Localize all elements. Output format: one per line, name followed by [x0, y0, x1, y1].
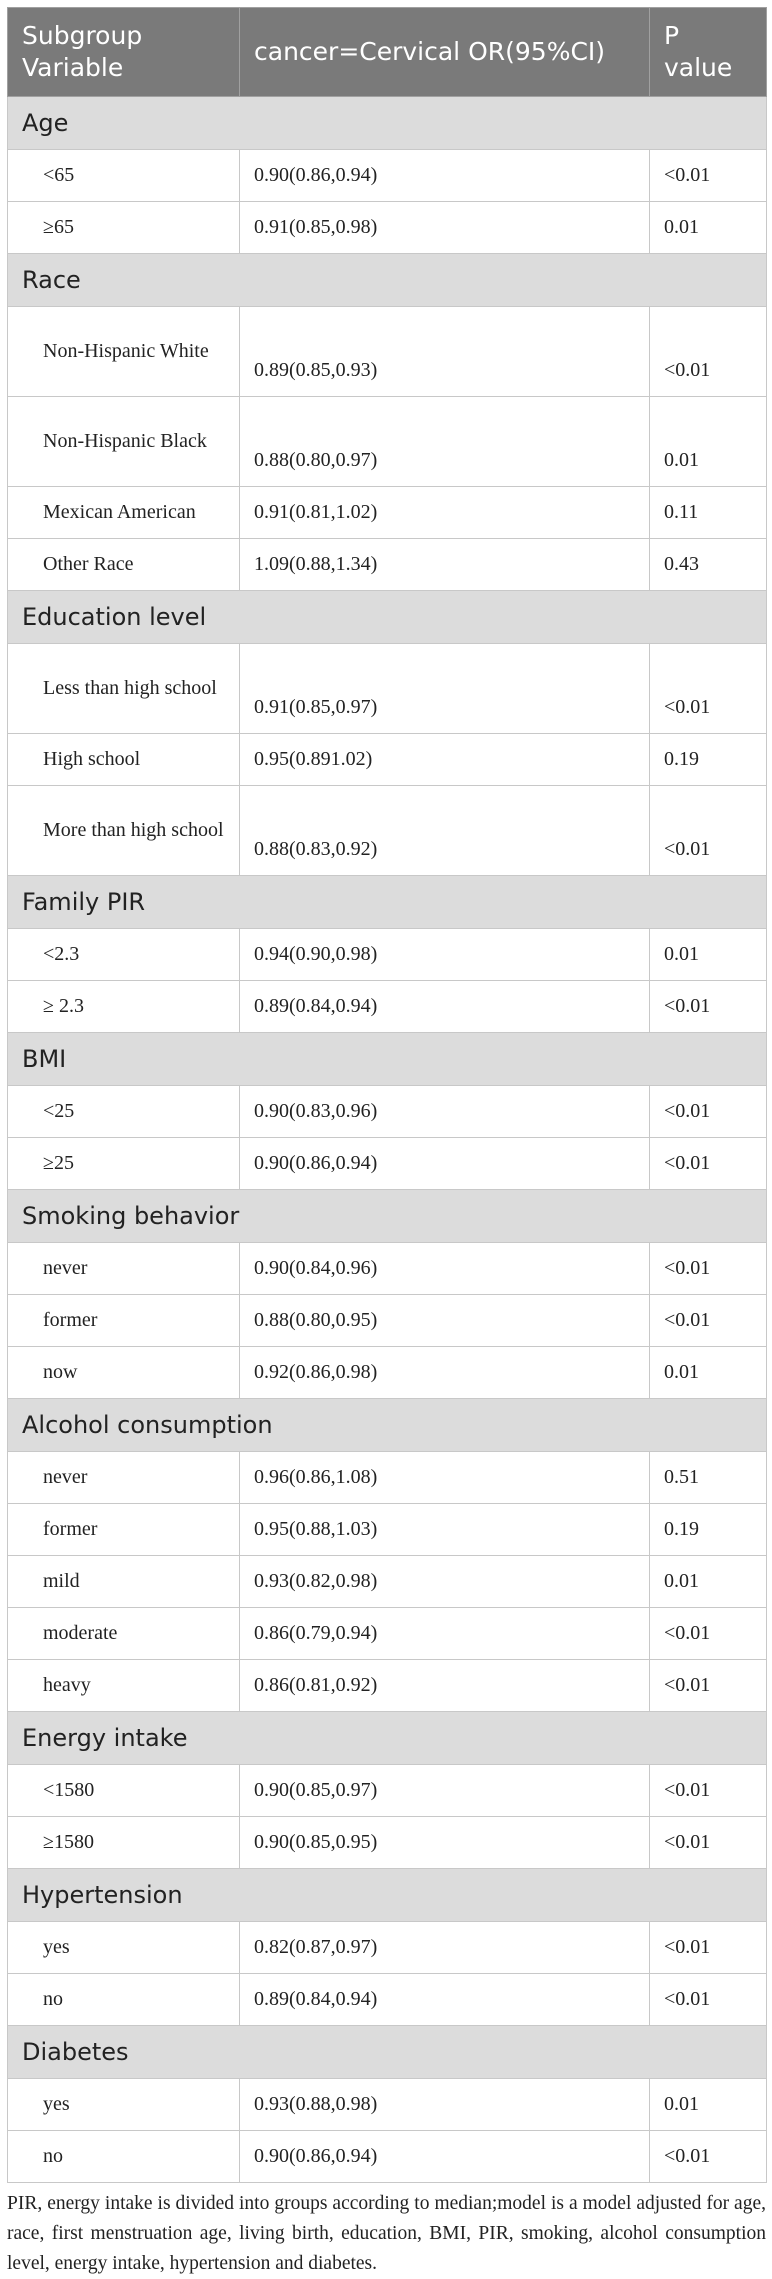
table-row [8, 2131, 767, 2183]
header-p-value: P value [650, 8, 767, 97]
row-label: never [8, 1452, 240, 1504]
p-value-cell: <0.01 [650, 644, 767, 734]
group-label: Age [8, 97, 767, 150]
row-label: <1580 [8, 1765, 240, 1817]
p-value-cell: <0.01 [650, 1817, 767, 1869]
table-row [8, 1817, 767, 1869]
table-row [8, 1608, 767, 1660]
p-value-cell: <0.01 [650, 1243, 767, 1295]
p-value-cell: <0.01 [650, 1138, 767, 1190]
table-row [8, 150, 767, 202]
p-value-cell: 0.43 [650, 539, 767, 591]
row-label: former [8, 1295, 240, 1347]
group-label: Hypertension [8, 1869, 767, 1922]
p-value-cell: 0.01 [650, 202, 767, 254]
p-value-cell: <0.01 [650, 1086, 767, 1138]
table-row [8, 1504, 767, 1556]
table-row [8, 1452, 767, 1504]
header-subgroup-line1: Subgroup [22, 21, 143, 50]
subgroup-table-wrap [7, 7, 766, 2279]
table-row [8, 1086, 767, 1138]
table-row [8, 1243, 767, 1295]
odds-ratio-cell: 0.88(0.83,0.92) [240, 786, 650, 876]
table-row [8, 1138, 767, 1190]
header-subgroup-line2: Variable [22, 53, 124, 82]
p-value-cell: <0.01 [650, 1765, 767, 1817]
odds-ratio-cell: 0.92(0.86,0.98) [240, 1347, 650, 1399]
table-row [8, 1660, 767, 1712]
table-row [8, 202, 767, 254]
row-label: yes [8, 2079, 240, 2131]
group-row [8, 1399, 767, 1452]
group-row [8, 1712, 767, 1765]
table-row [8, 734, 767, 786]
odds-ratio-cell: 0.82(0.87,0.97) [240, 1922, 650, 1974]
p-value-cell: <0.01 [650, 150, 767, 202]
p-value-cell: <0.01 [650, 1922, 767, 1974]
p-value-cell: 0.01 [650, 2079, 767, 2131]
odds-ratio-cell: 0.86(0.79,0.94) [240, 1608, 650, 1660]
row-label: mild [8, 1556, 240, 1608]
p-value-cell: 0.01 [650, 397, 767, 487]
odds-ratio-cell: 0.95(0.891.02) [240, 734, 650, 786]
row-label: ≥25 [8, 1138, 240, 1190]
table-row [8, 981, 767, 1033]
odds-ratio-cell: 0.93(0.88,0.98) [240, 2079, 650, 2131]
odds-ratio-cell: 0.90(0.84,0.96) [240, 1243, 650, 1295]
p-value-cell: <0.01 [650, 2131, 767, 2183]
p-value-cell: <0.01 [650, 1974, 767, 2026]
group-label: BMI [8, 1033, 767, 1086]
table-row [8, 307, 767, 397]
p-value-cell: 0.51 [650, 1452, 767, 1504]
p-value-cell: 0.01 [650, 929, 767, 981]
odds-ratio-cell: 1.09(0.88,1.34) [240, 539, 650, 591]
table-body [8, 8, 767, 2183]
p-value-cell: <0.01 [650, 981, 767, 1033]
group-label: Race [8, 254, 767, 307]
odds-ratio-cell: 0.90(0.85,0.97) [240, 1765, 650, 1817]
subgroup-analysis-table [7, 7, 767, 2183]
table-row [8, 644, 767, 734]
odds-ratio-cell: 0.90(0.83,0.96) [240, 1086, 650, 1138]
group-label: Smoking behavior [8, 1190, 767, 1243]
row-label: More than high school [8, 786, 240, 876]
table-row [8, 1974, 767, 2026]
row-label: ≥ 2.3 [8, 981, 240, 1033]
group-row [8, 1033, 767, 1086]
p-value-cell: <0.01 [650, 1608, 767, 1660]
odds-ratio-cell: 0.90(0.85,0.95) [240, 1817, 650, 1869]
row-label: never [8, 1243, 240, 1295]
p-value-cell: 0.19 [650, 734, 767, 786]
table-row [8, 487, 767, 539]
odds-ratio-cell: 0.89(0.84,0.94) [240, 1974, 650, 2026]
group-row [8, 254, 767, 307]
odds-ratio-cell: 0.90(0.86,0.94) [240, 1138, 650, 1190]
p-value-cell: <0.01 [650, 786, 767, 876]
p-value-cell: <0.01 [650, 1295, 767, 1347]
p-value-cell: <0.01 [650, 307, 767, 397]
row-label: Mexican American [8, 487, 240, 539]
group-row [8, 591, 767, 644]
table-row [8, 2079, 767, 2131]
odds-ratio-cell: 0.88(0.80,0.97) [240, 397, 650, 487]
p-value-cell: <0.01 [650, 1660, 767, 1712]
row-label: ≥1580 [8, 1817, 240, 1869]
row-label: heavy [8, 1660, 240, 1712]
table-row [8, 1556, 767, 1608]
row-label: now [8, 1347, 240, 1399]
row-label: yes [8, 1922, 240, 1974]
table-row [8, 786, 767, 876]
row-label: Less than high school [8, 644, 240, 734]
odds-ratio-cell: 0.88(0.80,0.95) [240, 1295, 650, 1347]
table-row [8, 539, 767, 591]
odds-ratio-cell: 0.91(0.85,0.98) [240, 202, 650, 254]
odds-ratio-cell: 0.95(0.88,1.03) [240, 1504, 650, 1556]
header-subgroup-variable [8, 8, 240, 97]
table-header-row [8, 8, 767, 97]
group-row [8, 876, 767, 929]
table-row [8, 1765, 767, 1817]
group-row [8, 97, 767, 150]
row-label: Non-Hispanic Black [8, 397, 240, 487]
odds-ratio-cell: 0.91(0.85,0.97) [240, 644, 650, 734]
row-label: no [8, 2131, 240, 2183]
row-label: moderate [8, 1608, 240, 1660]
group-label: Alcohol consumption [8, 1399, 767, 1452]
group-row [8, 2026, 767, 2079]
odds-ratio-cell: 0.89(0.84,0.94) [240, 981, 650, 1033]
table-row [8, 397, 767, 487]
odds-ratio-cell: 0.90(0.86,0.94) [240, 150, 650, 202]
header-odds-ratio: cancer=Cervical OR(95%CI) [240, 8, 650, 97]
row-label: High school [8, 734, 240, 786]
p-value-cell: 0.01 [650, 1556, 767, 1608]
row-label: Other Race [8, 539, 240, 591]
odds-ratio-cell: 0.94(0.90,0.98) [240, 929, 650, 981]
table-row [8, 1922, 767, 1974]
table-row [8, 1295, 767, 1347]
odds-ratio-cell: 0.91(0.81,1.02) [240, 487, 650, 539]
odds-ratio-cell: 0.93(0.82,0.98) [240, 1556, 650, 1608]
table-row [8, 1347, 767, 1399]
odds-ratio-cell: 0.90(0.86,0.94) [240, 2131, 650, 2183]
odds-ratio-cell: 0.89(0.85,0.93) [240, 307, 650, 397]
group-row [8, 1869, 767, 1922]
p-value-cell: 0.11 [650, 487, 767, 539]
odds-ratio-cell: 0.86(0.81,0.92) [240, 1660, 650, 1712]
group-label: Education level [8, 591, 767, 644]
group-label: Diabetes [8, 2026, 767, 2079]
odds-ratio-cell: 0.96(0.86,1.08) [240, 1452, 650, 1504]
group-row [8, 1190, 767, 1243]
table-row [8, 929, 767, 981]
row-label: former [8, 1504, 240, 1556]
p-value-cell: 0.01 [650, 1347, 767, 1399]
row-label: <25 [8, 1086, 240, 1138]
group-label: Energy intake [8, 1712, 767, 1765]
group-label: Family PIR [8, 876, 767, 929]
row-label: ≥65 [8, 202, 240, 254]
row-label: Non-Hispanic White [8, 307, 240, 397]
table-footnote: PIR, energy intake is divided into groups according to median;model is a model adjusted for age, race, first menstruation age, living birth, education, BMI, PIR, smoking, alcohol consumption level, energy intake, hypertension and diabetes. [7, 2193, 766, 2274]
row-label: <2.3 [8, 929, 240, 981]
p-value-cell: 0.19 [650, 1504, 767, 1556]
row-label: no [8, 1974, 240, 2026]
row-label: <65 [8, 150, 240, 202]
